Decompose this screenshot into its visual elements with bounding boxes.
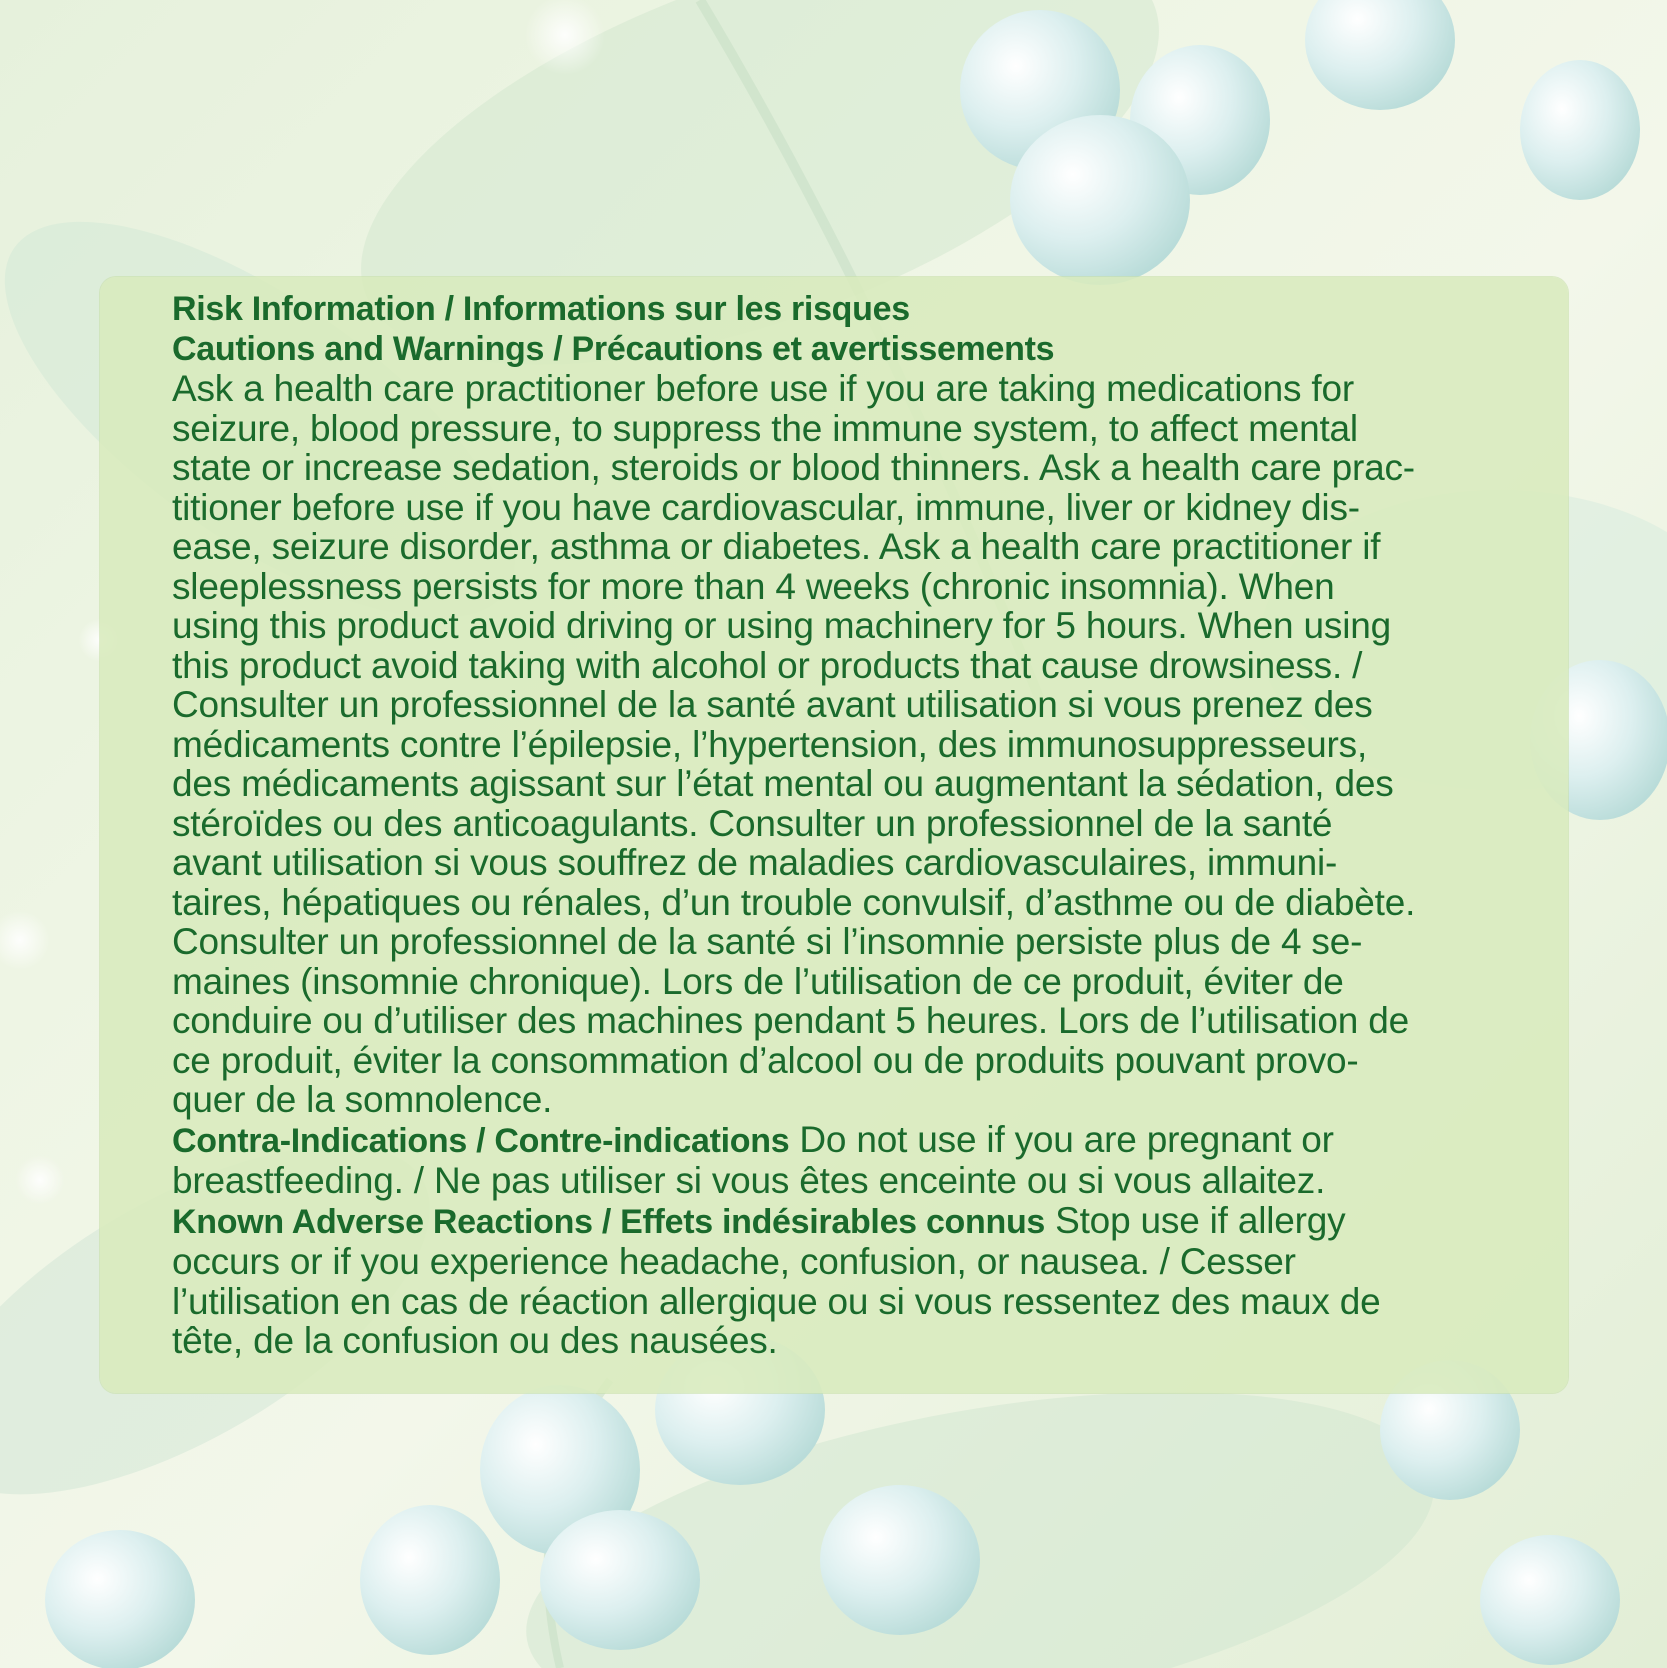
cautions-line: médicaments contre l’épilepsie, l’hypertension, des immunosuppresseurs,	[172, 723, 1368, 765]
cautions-line: ce produit, éviter la consommation d’alcool ou de produits pouvant provo-	[172, 1039, 1359, 1081]
adverse-reactions-line: tête, de la confusion ou des nausées.	[172, 1320, 778, 1361]
cautions-line: using this product avoid driving or using machinery for 5 hours. When using	[172, 605, 1391, 646]
contra-indications-line: breastfeeding. / Ne pas utiliser si vous êtes enceinte ou si vous allaitez.	[172, 1160, 1326, 1201]
cautions-warnings-body	[172, 369, 1542, 1120]
contra-indications-heading: Contra-Indications / Contre-indications	[172, 1121, 790, 1160]
adverse-reactions-text: Stop use if allergy	[1045, 1199, 1346, 1241]
adverse-reactions-line: occurs or if you experience headache, confusion, or nausea. / Cesser	[172, 1241, 1296, 1282]
adverse-reactions-line: l’utilisation en cas de réaction allergique ou si vous ressentez des maux de	[172, 1280, 1381, 1322]
cautions-line: maines (insomnie chronique). Lors de l’utilisation de ce produit, éviter de	[172, 960, 1344, 1002]
adverse-reactions-line	[172, 1201, 1542, 1243]
cautions-line: des médicaments agissant sur l’état mental ou augmentant la sédation, des	[172, 763, 1394, 804]
cautions-line: this product avoid taking with alcohol or products that cause drowsiness. /	[172, 644, 1363, 686]
cautions-line: Consulter un professionnel de la santé si l’insomnie persiste plus de 4 se-	[172, 921, 1363, 962]
contra-indications-line	[172, 1120, 1542, 1162]
cautions-line: stéroïdes ou des anticoagulants. Consulter un professionnel de la santé	[172, 802, 1333, 844]
contra-indications-text: Do not use if you are pregnant or	[789, 1118, 1334, 1160]
cautions-line: seizure, blood pressure, to suppress the immune system, to affect mental	[172, 407, 1358, 449]
risk-information-heading: Risk Information / Informations sur les risques	[172, 290, 910, 328]
cautions-line: conduire ou d’utiliser des machines pendant 5 heures. Lors de l’utilisation de	[172, 1000, 1409, 1041]
adverse-reactions-heading: Known Adverse Reactions / Effets indésirables connus	[172, 1202, 1046, 1241]
cautions-line: Ask a health care practitioner before use if you are taking medications for	[172, 368, 1354, 409]
cautions-warnings-heading: Cautions and Warnings / Précautions et avertissements	[172, 329, 1055, 368]
risk-information-text	[172, 290, 1542, 1361]
cautions-line: ease, seizure disorder, asthma or diabetes. Ask a health care practitioner if	[172, 526, 1381, 567]
cautions-line: state or increase sedation, steroids or blood thinners. Ask a health care prac-	[172, 447, 1415, 488]
cautions-line: taires, hépatiques ou rénales, d’un trouble convulsif, d’asthme ou de diabète.	[172, 881, 1416, 923]
cautions-line: titioner before use if you have cardiovascular, immune, liver or kidney dis-	[172, 486, 1360, 528]
cautions-line: Consulter un professionnel de la santé avant utilisation si vous prenez des	[172, 684, 1373, 725]
cautions-line: avant utilisation si vous souffrez de maladies cardiovasculaires, immuni-	[172, 842, 1338, 883]
cautions-line: quer de la somnolence.	[172, 1079, 553, 1120]
cautions-line: sleeplessness persists for more than 4 weeks (chronic insomnia). When	[172, 565, 1335, 607]
